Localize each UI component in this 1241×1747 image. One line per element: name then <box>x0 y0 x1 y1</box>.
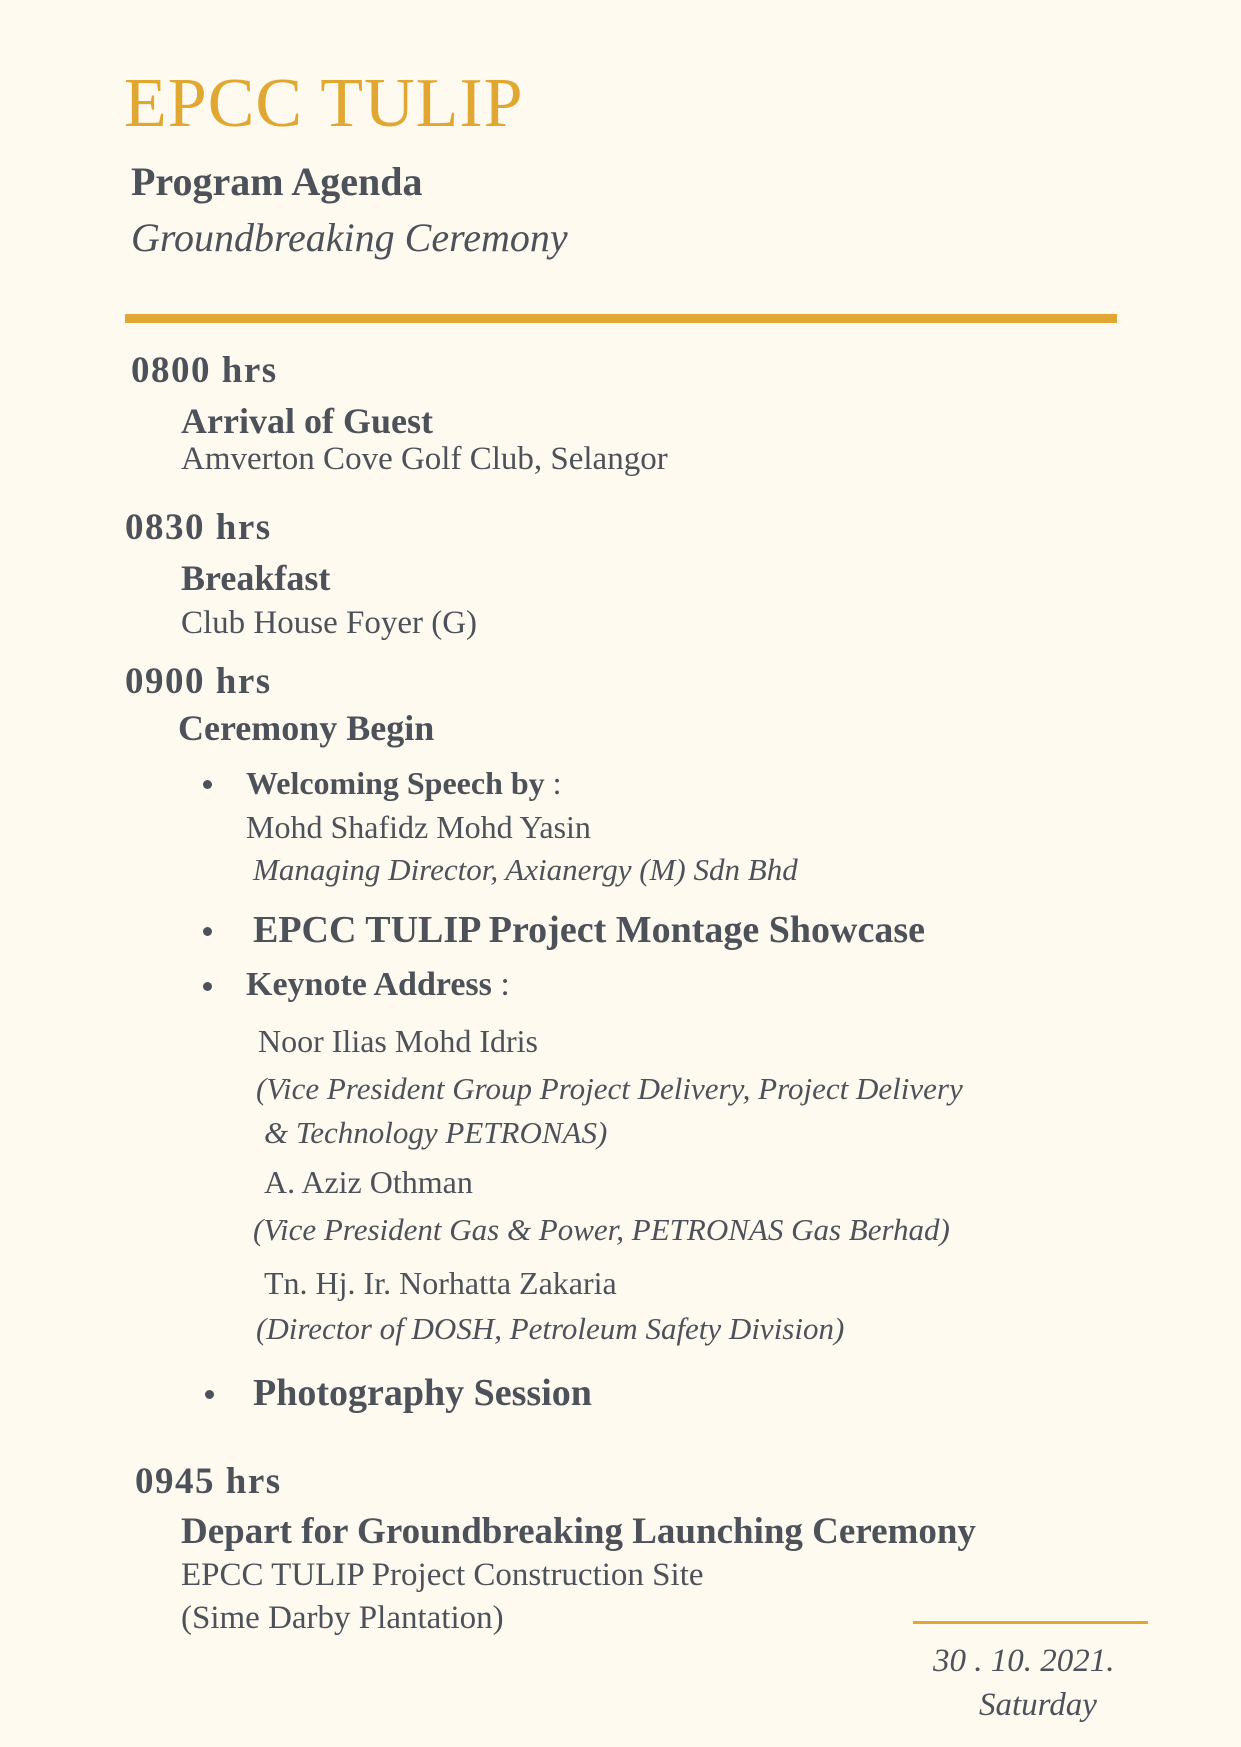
agenda-location-site: EPCC TULIP Project Construction Site <box>181 1557 704 1593</box>
time-0900: 0900 hrs <box>125 661 272 702</box>
event-date: 30 . 10. 2021. <box>933 1643 1115 1679</box>
colon: : <box>544 765 562 801</box>
welcoming-speech-text: Welcoming Speech by <box>246 765 545 801</box>
agenda-title-arrival: Arrival of Guest <box>181 401 433 441</box>
event-name: Groundbreaking Ceremony <box>131 215 568 260</box>
agenda-location-plantation: (Sime Darby Plantation) <box>181 1600 504 1636</box>
bullet-icon <box>205 1390 214 1399</box>
time-0800: 0800 hrs <box>131 350 278 391</box>
keynote-address-label <box>246 965 510 1006</box>
welcome-speaker-name: Mohd Shafidz Mohd Yasin <box>246 809 591 845</box>
bullet-icon <box>203 927 212 936</box>
footer-divider <box>913 1621 1148 1624</box>
keynote-speaker-2-role: (Vice President Gas & Power, PETRONAS Gas Berhad) <box>253 1212 950 1247</box>
keynote-text: Keynote Address <box>246 966 492 1003</box>
colon: : <box>491 966 510 1003</box>
agenda-location-breakfast: Club House Foyer (G) <box>181 605 478 641</box>
keynote-speaker-1-role-cont: & Technology PETRONAS) <box>264 1115 608 1150</box>
agenda-location-arrival: Amverton Cove Golf Club, Selangor <box>181 441 668 477</box>
welcome-speaker-role: Managing Director, Axianergy (M) Sdn Bhd <box>253 852 798 887</box>
bullet-icon <box>203 982 212 991</box>
time-0945: 0945 hrs <box>135 1461 282 1502</box>
document-title: EPCC TULIP <box>124 65 524 142</box>
program-agenda-heading: Program Agenda <box>131 159 423 204</box>
agenda-title-breakfast: Breakfast <box>181 558 331 598</box>
event-day: Saturday <box>979 1687 1097 1723</box>
keynote-speaker-2-name: A. Aziz Othman <box>264 1164 473 1200</box>
bullet-icon <box>203 780 212 789</box>
keynote-speaker-3-role: (Director of DOSH, Petroleum Safety Division) <box>256 1311 845 1346</box>
header-divider <box>125 314 1117 323</box>
agenda-title-depart: Depart for Groundbreaking Launching Ceremony <box>181 1511 976 1552</box>
agenda-title-ceremony: Ceremony Begin <box>178 708 435 748</box>
keynote-speaker-1-role: (Vice President Group Project Delivery, Project Delivery <box>256 1071 963 1106</box>
photography-session: Photography Session <box>253 1372 592 1414</box>
welcoming-speech-label <box>246 764 562 802</box>
keynote-speaker-1-name: Noor Ilias Mohd Idris <box>258 1023 538 1059</box>
time-0830: 0830 hrs <box>125 507 272 548</box>
montage-showcase: EPCC TULIP Project Montage Showcase <box>253 909 925 951</box>
keynote-speaker-3-name: Tn. Hj. Ir. Norhatta Zakaria <box>264 1265 617 1301</box>
